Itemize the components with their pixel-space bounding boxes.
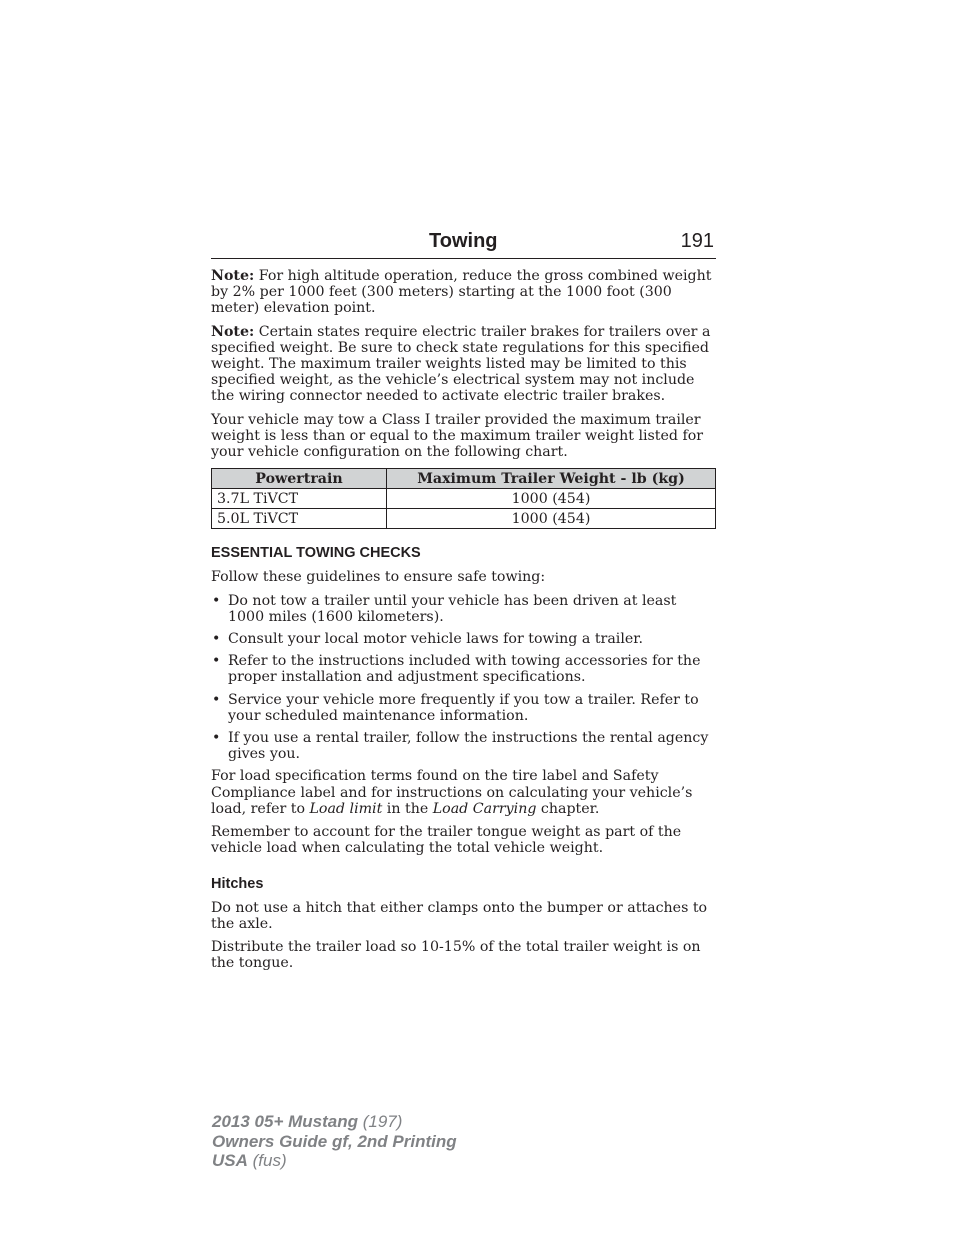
weight-cell: 1000 (454) <box>387 489 716 509</box>
hitches-paragraph-1: Do not use a hitch that either clamps onto the bumper or attaches to the axle. <box>211 899 708 932</box>
bullet-icon: • <box>212 653 221 670</box>
list-item <box>211 730 716 762</box>
footer-line-2 <box>212 1132 457 1152</box>
note-text: For high altitude operation, reduce the gross combined weight by 2% per 1000 feet (300 meters) starting at the 1000 foot (300 meter) elevation point. <box>211 268 712 317</box>
hitches-heading: Hitches <box>211 876 264 893</box>
note-high-altitude <box>211 268 716 317</box>
list-item-text: If you use a rental trailer, follow the instructions the rental agency gives you. <box>228 730 709 763</box>
page-header <box>211 228 716 259</box>
list-item <box>211 692 716 724</box>
section-title: Towing <box>429 230 498 252</box>
checks-list <box>211 593 716 763</box>
list-item <box>211 631 716 647</box>
load-spec-paragraph <box>211 768 716 817</box>
weight-cell: 1000 (454) <box>387 509 716 529</box>
note-electric-brakes <box>211 324 716 405</box>
page-content <box>211 268 716 979</box>
bullet-icon: • <box>212 592 221 609</box>
table-row <box>212 489 716 509</box>
load-text-2: in the <box>382 800 433 817</box>
bullet-icon: • <box>212 631 221 648</box>
table-header-row <box>212 469 716 489</box>
list-item <box>211 593 716 625</box>
footer-guide: Owners Guide gf, 2nd Printing <box>212 1131 457 1151</box>
list-item-text: Consult your local motor vehicle laws for towing a trailer. <box>228 631 644 648</box>
load-text-3: chapter. <box>536 800 600 817</box>
header-max-weight: Maximum Trailer Weight - lb (kg) <box>387 469 716 489</box>
note-label: Note: <box>211 323 255 340</box>
footer-line-1 <box>212 1112 457 1132</box>
bullet-icon: • <box>212 691 221 708</box>
footer-line-3 <box>212 1151 457 1171</box>
list-item-text: Service your vehicle more frequently if you tow a trailer. Refer to your scheduled maintenance information. <box>228 691 699 724</box>
powertrain-cell: 5.0L TiVCT <box>212 509 387 529</box>
tongue-weight-paragraph: Remember to account for the trailer tongue weight as part of the vehicle load when calculating the total vehicle weight. <box>211 824 682 857</box>
checks-heading: ESSENTIAL TOWING CHECKS <box>211 545 421 562</box>
note-label: Note: <box>211 268 255 284</box>
trailer-weight-table <box>211 468 716 529</box>
list-item-text: Refer to the instructions included with towing accessories for the proper installation and adjustment specifications. <box>228 653 701 686</box>
hitches-paragraph-2: Distribute the trailer load so 10-15% of the total trailer weight is on the tongue. <box>211 939 701 972</box>
page-footer <box>212 1112 457 1171</box>
checks-lead: Follow these guidelines to ensure safe towing: <box>211 569 546 586</box>
page-number: 191 <box>680 230 714 252</box>
list-item <box>211 653 716 685</box>
bullet-icon: • <box>212 730 221 747</box>
footer-market: USA <box>212 1151 248 1170</box>
load-text-1: For load specification terms found on the tire label and Safety Compliance label and for instructions on calculating your vehicle’s load, refer to <box>211 768 693 817</box>
list-item-text: Do not tow a trailer until your vehicle has been driven at least 1000 miles (1600 kilometers). <box>228 592 677 625</box>
footer-model: 2013 05+ Mustang <box>212 1112 358 1131</box>
footer-market-code: (fus) <box>247 1151 287 1170</box>
powertrain-cell: 3.7L TiVCT <box>212 489 387 509</box>
header-powertrain: Powertrain <box>212 469 387 489</box>
footer-model-code: (197) <box>358 1112 403 1131</box>
load-carrying-link[interactable]: Load Carrying <box>432 800 537 817</box>
note-text: Certain states require electric trailer brakes for trailers over a specified weight. Be sure to check state regulations for this specified weight. The maximum trailer weights listed may be limited to this specified weight, as the vehicle’s electrical system may not include the wiring connector needed to activate electric trailer brakes. <box>211 323 711 405</box>
intro-paragraph: Your vehicle may tow a Class I trailer provided the maximum trailer weight is less than or equal to the maximum trailer weight listed for your vehicle configuration on the following chart. <box>211 411 704 461</box>
table-row <box>212 509 716 529</box>
load-limit-link[interactable]: Load limit <box>309 800 383 817</box>
